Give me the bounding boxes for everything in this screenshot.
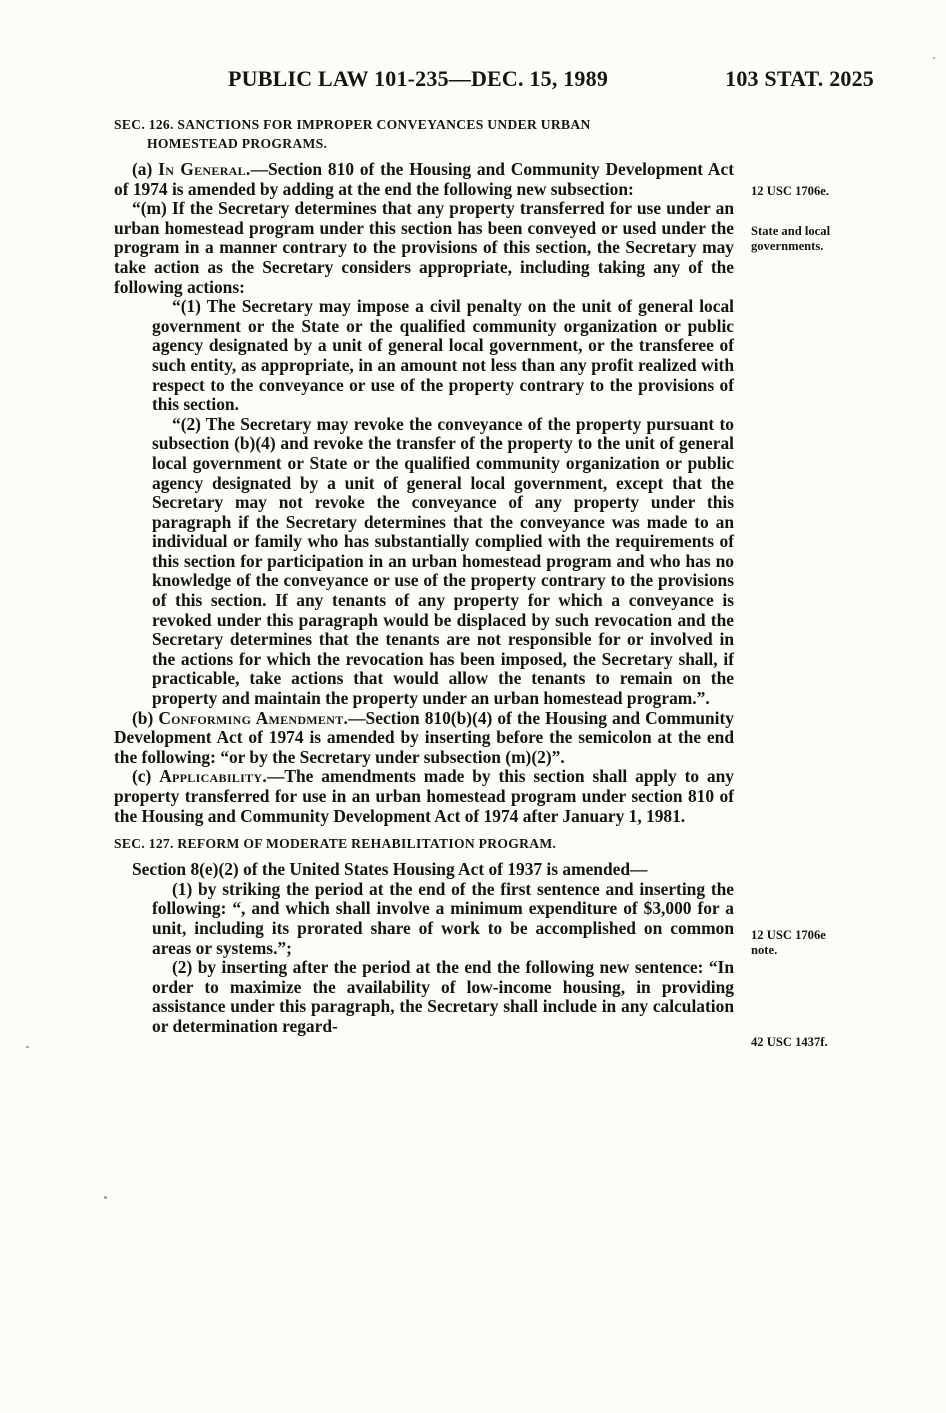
subsection-b-text: —Section 810(b)(4) of the Housing and Community Development Act of 1974 is amended by inserting before the semicolon at the end the following: “or by the Secretary under subsection (m)(2)”. <box>114 707 734 767</box>
paragraph-m2: “(2) The Secretary may revoke the conveyance of the property pursuant to subsection (b)(4) and revoke the transfer of the property to the unit of general local government or State or the qualified community organization or public agency designated by a unit of general local government, except that the Secretary may not revoke the conveyance of any property under this paragraph if the Secretary determines that the conveyance was made to an individual or family who has substantially complied with the requirements of this section for participation in an urban homestead program and who has no knowledge of the conveyance or use of the property contrary to the provisions of this section. If any tenants of any property for which a conveyance is revoked under this paragraph would be displaced by such revocation and the Secretary determines that the tenants are not responsible for or involved in the actions for which the revocation has been imposed, the Secretary shall, if practicable, take actions that would allow the tenants to remain on the property and maintain the property under an urban homestead program.”. <box>152 413 734 709</box>
margin-note-12-usc-1706e: 12 USC 1706e. <box>751 184 830 198</box>
margin-note-42-usc-1437f: 42 USC 1437f. <box>751 1035 828 1049</box>
subsection-m: “(m) If the Secretary determines that any property transferred for use under an urban homestead program under this section has been conveyed or used under the program in a manner contrary to the provisions of this section, the Secretary may take action as the Secretary considers appropriate, including taking any of the following actions: <box>114 198 734 297</box>
subsection-b-caption: Conforming Amendment. <box>158 707 349 728</box>
subsection-b-lead: (b) <box>132 707 159 728</box>
subsection-a-lead: (a) <box>132 159 159 179</box>
section-126-heading-line1: SEC. 126. SANCTIONS FOR IMPROPER CONVEYANCES UNDER URBAN <box>114 117 591 132</box>
margin-note-1706e-line1: 12 USC 1706e <box>751 928 826 942</box>
section-126-heading-line2: HOMESTEAD PROGRAMS. <box>147 136 328 151</box>
subsection-c-text: —The amendments made by this section shall apply to any property transferred for use in an urban homestead program under section 810 of the Housing and Community Development Act of 1974 after January 1, 1981. <box>114 766 734 826</box>
paragraph-m1: “(1) The Secretary may impose a civil penalty on the unit of general local government or the State or the qualified community organization or public agency designated by a unit of general local government, or the transferee of such entity, as appropriate, in an amount not less than any profit realized with respect to the conveyance or use of the property contrary to the provisions of this section. <box>152 296 734 415</box>
margin-note-state-local-line2: governments. <box>751 239 824 253</box>
subsection-c-caption: Applicability. <box>159 766 267 787</box>
subsection-a-text: —Section 810 of the Housing and Community Development Act of 1974 is amended by adding at the end the following new subsection: <box>114 159 735 199</box>
public-law-citation: PUBLIC LAW 101-235—DEC. 15, 1989 <box>228 66 609 91</box>
subsection-c-lead: (c) <box>132 766 160 787</box>
section-127-item-2: (2) by inserting after the period at the end the following new sentence: “In order to maximize the availability of low-income housing, in providing assistance under this paragraph, the Secretary shall include in any calculation or determination regard- <box>152 957 734 1036</box>
margin-note-1706e-line2: note. <box>751 943 778 957</box>
scan-speck <box>104 1196 107 1199</box>
subsection-b <box>114 709 734 768</box>
margin-note-12-usc-1706e-note <box>751 928 826 958</box>
section-127-intro: Section 8(e)(2) of the United States Housing Act of 1937 is amended— <box>132 859 648 880</box>
scan-speck <box>933 57 935 59</box>
subsection-a <box>114 160 734 199</box>
section-126-heading <box>114 115 734 153</box>
subsection-a-caption: In General. <box>158 159 251 179</box>
subsection-c <box>114 767 734 826</box>
page-header <box>228 66 874 96</box>
margin-note-state-local-line1: State and local <box>751 224 831 238</box>
statute-page-number: 103 STAT. 2025 <box>725 66 874 91</box>
margin-note-state-local <box>751 224 830 254</box>
section-127-item-1: (1) by striking the period at the end of the first sentence and inserting the following: “, and which shall involve a minimum expenditure of $3,000 for a unit, including its prorated share of work to be accomplished on common areas or systems.”; <box>152 878 734 958</box>
scan-speck <box>26 1046 29 1048</box>
section-127-heading: SEC. 127. REFORM OF MODERATE REHABILITATION PROGRAM. <box>114 836 557 852</box>
main-text-column <box>114 115 734 1037</box>
